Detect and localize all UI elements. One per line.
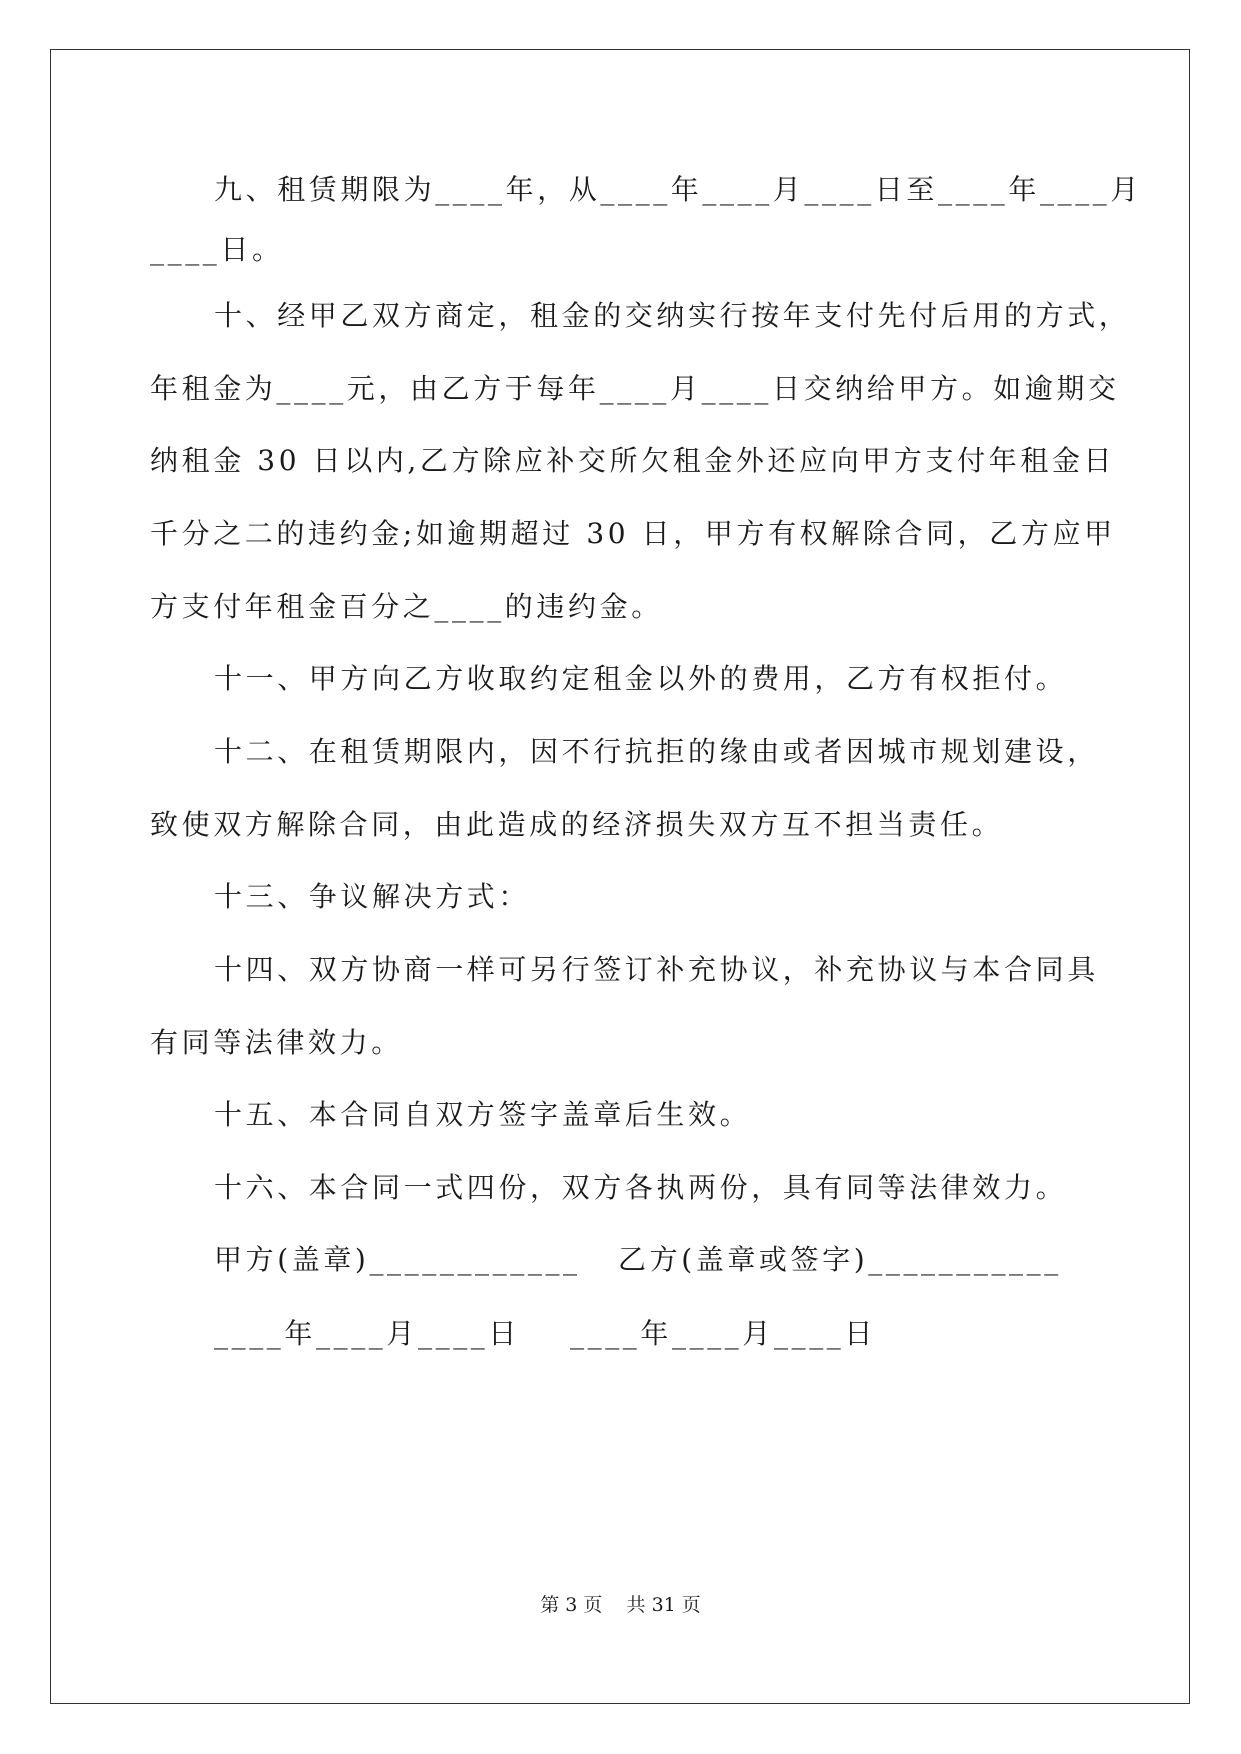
clause-12-line-1: 十二、在租赁期限内，因不行抗拒的缘由或者因城市规划建设， [214,735,1099,768]
party-a-date-line: ____年____月____日 [214,1317,521,1350]
page-number-footer: 第 3 页 共 31 页 [540,1594,701,1616]
party-b-date-line: ____年____月____日 [570,1317,877,1350]
clause-10-line-4: 千分之二的违约金;如逾期超过 30 日，甲方有权解除合同，乙方应甲 [150,517,1116,550]
clause-9-line-2: ____日。 [150,233,284,266]
clause-10-line-5: 方支付年租金百分之____的违约金。 [150,590,663,623]
clause-11-line-1: 十一、甲方向乙方收取约定租金以外的费用，乙方有权拒付。 [214,662,1068,695]
clause-16-line-1: 十六、本合同一式四份，双方各执两份，具有同等法律效力。 [214,1171,1068,1204]
clause-14-line-2: 有同等法律效力。 [150,1026,403,1059]
clause-15-line-1: 十五、本合同自双方签字盖章后生效。 [214,1098,752,1131]
clause-9-line-1: 九、租赁期限为____年，从____年____月____日至____年____月 [214,173,1143,206]
party-a-signature-line: 甲方(盖章)____________ [214,1243,581,1276]
clause-10-line-3: 纳租金 30 日以内,乙方除应补交所欠租金外还应向甲方支付年租金日 [150,444,1116,477]
party-b-signature-line: 乙方(盖章或签字)___________ [618,1243,1062,1276]
clause-12-line-2: 致使双方解除合同，由此造成的经济损失双方互不担当责任。 [150,808,1004,841]
clause-10-line-1: 十、经甲乙双方商定，租金的交纳实行按年支付先付后用的方式， [214,299,1131,332]
clause-14-line-1: 十四、双方协商一样可另行签订补充协议，补充协议与本合同具 [214,953,1099,986]
clause-13-line-1: 十三、争议解决方式： [214,880,531,913]
clause-10-line-2: 年租金为____元，由乙方于每年____月____日交纳给甲方。如逾期交 [150,372,1120,405]
